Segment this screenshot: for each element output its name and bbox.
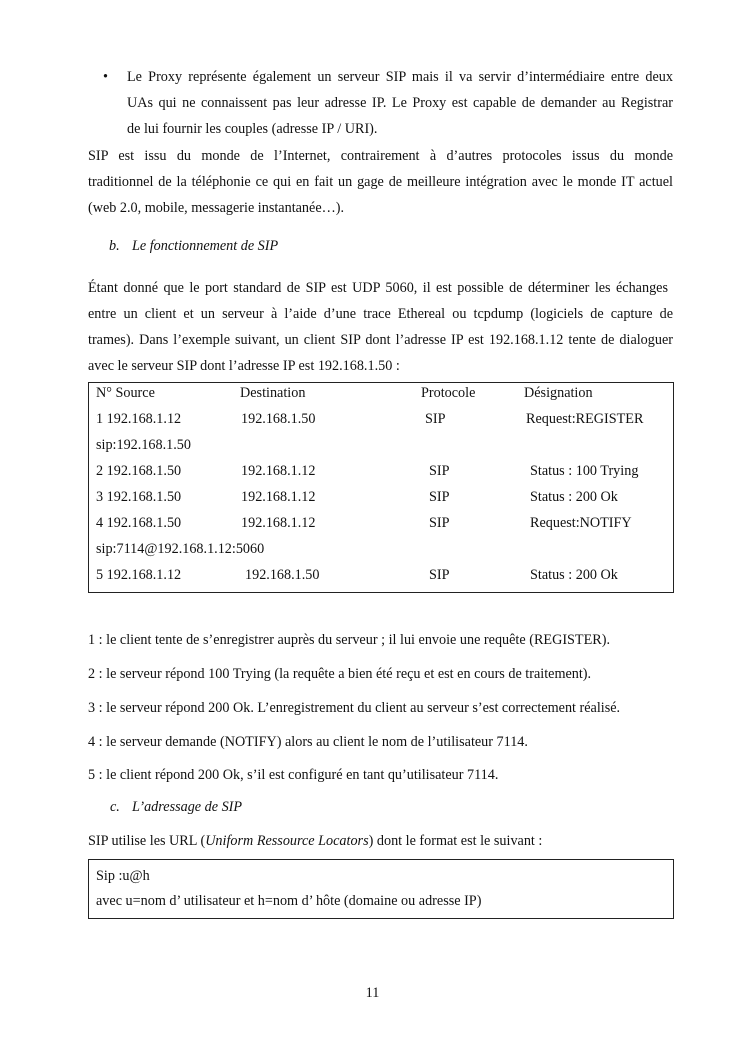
header-destination: Destination — [240, 385, 306, 401]
cell-protocol: SIP — [429, 567, 450, 583]
bullet-line: UAs qui ne connaissent pas leur adresse IP. Le Proxy est capable de demander au Registrar — [127, 95, 673, 111]
note-3: 3 : le serveur répond 200 Ok. L’enregistrement du client au serveur s’est correctement réalisé. — [88, 700, 621, 716]
cell-protocol: SIP — [429, 463, 450, 479]
para-b-line: trames). Dans l’exemple suivant, un client SIP dont l’adresse IP est 192.168.1.12 tente de dialoguer — [88, 332, 673, 348]
bullet-line: de lui fournir les couples (adresse IP / URI). — [127, 121, 378, 137]
cell-source: 4 192.168.1.50 — [96, 515, 182, 531]
para-c-italic: Uniform Ressource Locators — [205, 833, 369, 849]
para-b-line: Étant donné que le port standard de SIP est UDP 5060, il est possible de déterminer les échanges — [88, 280, 668, 296]
cell-source: 5 192.168.1.12 — [96, 567, 182, 583]
bullet-line: Le Proxy représente également un serveur SIP mais il va servir d’intermédiaire entre deux — [127, 69, 673, 85]
header-protocol: Protocole — [421, 385, 476, 401]
url-format-box — [88, 859, 674, 919]
intro-line: SIP est issu du monde de l’Internet, contrairement à d’autres protocoles issus du monde — [88, 148, 673, 164]
para-b-line: avec le serveur SIP dont l’adresse IP est 192.168.1.50 : — [88, 358, 400, 374]
cell-protocol: SIP — [425, 411, 446, 427]
cell-designation: Status : 200 Ok — [530, 567, 618, 583]
cell-designation: Status : 200 Ok — [530, 489, 618, 505]
cell-uri: sip:192.168.1.50 — [96, 437, 191, 453]
cell-protocol: SIP — [429, 489, 450, 505]
para-c-before: SIP utilise les URL ( — [88, 833, 206, 849]
header-source: N° Source — [96, 385, 155, 401]
format-description: avec u=nom d’ utilisateur et h=nom d’ hôte (domaine ou adresse IP) — [96, 893, 482, 909]
cell-destination: 192.168.1.12 — [241, 463, 316, 479]
section-b-heading: Le fonctionnement de SIP — [132, 238, 279, 254]
intro-line: (web 2.0, mobile, messagerie instantanée…). — [88, 200, 345, 216]
cell-protocol: SIP — [429, 515, 450, 531]
note-1: 1 : le client tente de s’enregistrer auprès du serveur ; il lui envoie une requête (REGISTER). — [88, 632, 611, 648]
trace-table — [88, 382, 674, 593]
note-5: 5 : le client répond 200 Ok, s’il est configuré en tant qu’utilisateur 7114. — [88, 767, 499, 783]
intro-line: traditionnel de la téléphonie ce qui en fait un gage de meilleure intégration avec le monde IT actuel — [88, 174, 673, 190]
note-2: 2 : le serveur répond 100 Trying (la requête a bien été reçu et est en cours de traitement). — [88, 666, 592, 682]
section-c-marker: c. — [110, 799, 120, 815]
para-c-after: ) dont le format est le suivant : — [368, 833, 543, 849]
cell-designation: Request:NOTIFY — [530, 515, 632, 531]
bullet-icon: • — [103, 69, 108, 85]
cell-source: 3 192.168.1.50 — [96, 489, 182, 505]
header-designation: Désignation — [524, 385, 593, 401]
cell-destination: 192.168.1.50 — [241, 411, 316, 427]
cell-source: 2 192.168.1.50 — [96, 463, 182, 479]
cell-uri: sip:7114@192.168.1.12:5060 — [96, 541, 265, 557]
cell-destination: 192.168.1.50 — [245, 567, 320, 583]
para-c — [88, 832, 542, 850]
section-b-marker: b. — [109, 238, 120, 254]
page-number: 11 — [365, 985, 380, 1001]
cell-source: 1 192.168.1.12 — [96, 411, 182, 427]
section-c-heading: L’adressage de SIP — [132, 799, 243, 815]
cell-destination: 192.168.1.12 — [241, 515, 316, 531]
note-4: 4 : le serveur demande (NOTIFY) alors au client le nom de l’utilisateur 7114. — [88, 734, 528, 750]
para-b-line: entre un client et un serveur à l’aide d’une trace Ethereal ou tcpdump (logiciels de capture de — [88, 306, 673, 322]
cell-designation: Request:REGISTER — [526, 411, 644, 427]
cell-destination: 192.168.1.12 — [241, 489, 316, 505]
cell-designation: Status : 100 Trying — [530, 463, 639, 479]
format-line: Sip :u@h — [96, 868, 150, 884]
